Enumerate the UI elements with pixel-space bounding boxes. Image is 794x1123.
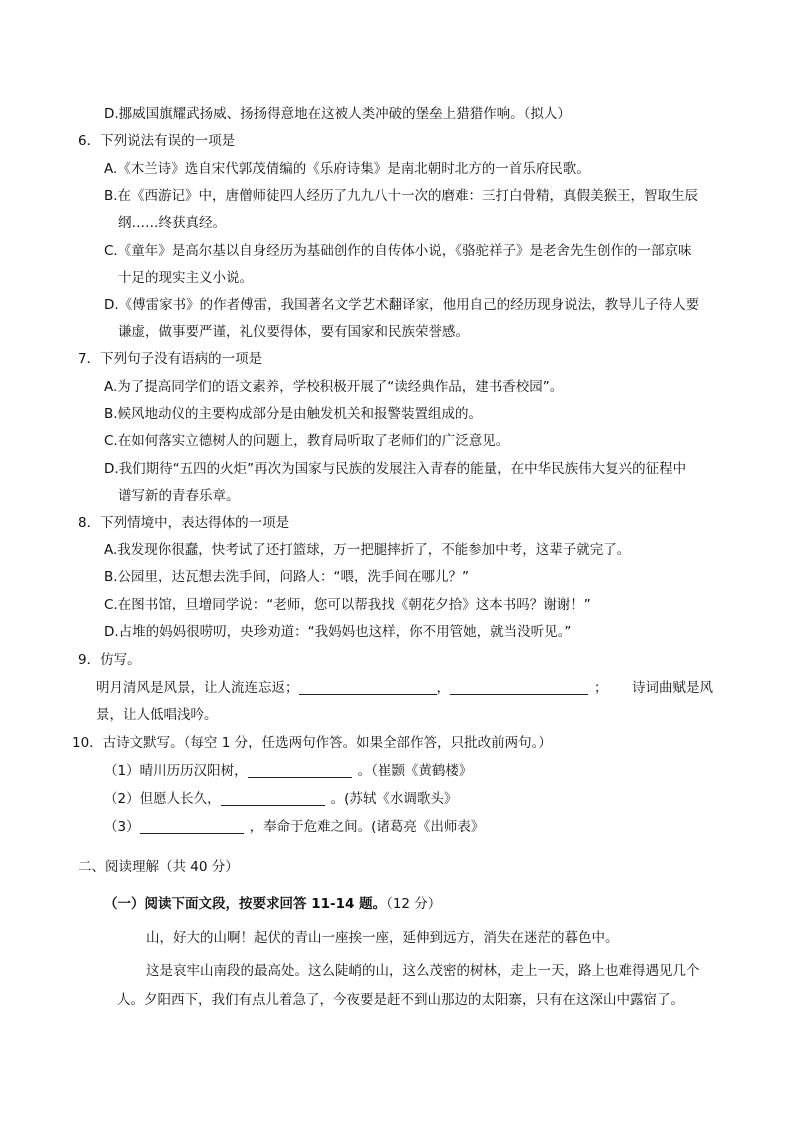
question-8-option-d: D.占堆的妈妈很唠叨，央珍劝道：“我妈妈也这样，你不用管她，就当没听见。” xyxy=(104,624,572,640)
question-6-stem: 6．下列说法有误的一项是 xyxy=(78,133,236,149)
poem-line: （1）晴川历历汉阳树， xyxy=(104,763,248,779)
question-7-option-d-cont: 谱写新的青春乐章。 xyxy=(118,488,240,504)
poem-line: （2）但愿人长久， xyxy=(104,791,221,807)
poem-source: 。（崔颢《黄鹤楼》 xyxy=(357,763,473,779)
question-6-option-d: D.《傅雷家书》的作者傅雷，我国著名文学艺术翻译家，他用自己的经历现身说法，教导儿子待人要 xyxy=(104,297,700,313)
answer-blank-9b[interactable] xyxy=(450,680,588,695)
question-8-stem: 8．下列情境中，表达得体的一项是 xyxy=(78,515,290,531)
passage-paragraph-2: 这是哀牢山南段的最高处。这么陡峭的山，这么茂密的树林，走上一天，路上也难得遇见几个 xyxy=(146,963,700,979)
answer-blank-10-1[interactable] xyxy=(248,763,352,778)
question-9-line-2: 景，让人低唱浅吟。 xyxy=(96,707,218,723)
question-9-comma: ， xyxy=(436,680,450,696)
question-6-option-a: A.《木兰诗》选自宋代郭茂倩编的《乐府诗集》是南北朝时北方的一首乐府民歌。 xyxy=(104,161,590,177)
passage-paragraph-1: 山，好大的山啊！起伏的青山一座挨一座，延伸到远方，消失在迷茫的暮色中。 xyxy=(146,930,619,946)
section-2-heading: 二、阅读理解（共 40 分） xyxy=(78,859,239,875)
question-9-semicolon: ； xyxy=(594,680,608,696)
question-6-option-b-cont: 纲……终获真经。 xyxy=(118,215,226,231)
answer-blank-9a[interactable] xyxy=(299,680,437,695)
question-8-option-a: A.我发现你很蠢，快考试了还打篮球，万一把腿摔折了，不能参加中考，这辈子就完了。 xyxy=(104,542,631,558)
question-7-option-c: C.在如何落实立德树人的问题上，教育局听取了老师们的广泛意见。 xyxy=(104,433,510,449)
question-8-option-c: C.在图书馆，旦增同学说：“老师，您可以帮我找《朝花夕拾》这本书吗？谢谢！” xyxy=(104,597,591,613)
question-10-stem: 10．古诗文默写。（每空 1 分，任选两句作答。如果全部作答，只批改前两句。） xyxy=(72,735,552,751)
question-7-option-a: A.为了提高同学们的语文素养，学校积极开展了“读经典作品，建书香校园”。 xyxy=(104,379,564,395)
question-9-prompt: 明月清风是风景，让人流连忘返； xyxy=(96,680,299,696)
question-7-stem: 7．下列句子没有语病的一项是 xyxy=(78,351,263,367)
question-7-option-b: B.候风地动仪的主要构成部分是由触发机关和报警装置组成的。 xyxy=(104,406,483,422)
answer-blank-10-2[interactable] xyxy=(221,791,325,806)
question-5-option-d: D.挪威国旗耀武扬威、扬扬得意地在这被人类冲破的堡垒上猎猎作响。（拟人） xyxy=(104,106,571,122)
subsection-1-title: （一）阅读下面文段，按要求回答 11-14 题。 xyxy=(104,896,387,912)
question-10-item-3 xyxy=(104,817,484,837)
item-number: （3） xyxy=(104,819,140,835)
answer-blank-10-3[interactable] xyxy=(140,819,244,834)
question-10-item-2 xyxy=(104,789,457,809)
poem-source: ，奉命于危难之间。(诸葛亮《出师表》 xyxy=(249,819,485,835)
subsection-1-score: （12 分） xyxy=(386,896,442,912)
question-7-option-d: D.我们期待“五四的火炬”再次为国家与民族的发展注入青春的能量，在中华民族伟大复兴的征程中 xyxy=(104,461,687,477)
passage-paragraph-2-cont: 人。夕阳西下，我们有点儿着急了，今夜要是赶不到山那边的太阳寨，只有在这深山中露宿了。 xyxy=(117,992,684,1008)
question-6-option-c: C.《童年》是高尔基以自身经历为基础创作的自传体小说，《骆驼祥子》是老舍先生创作的一部京味 xyxy=(104,243,692,259)
question-10-item-1 xyxy=(104,761,472,781)
question-9-stem: 9．仿写。 xyxy=(78,652,141,668)
question-9-line-1 xyxy=(96,678,608,698)
question-8-option-b: B.公园里，达瓦想去洗手间，问路人：“喂，洗手间在哪儿？” xyxy=(104,569,470,585)
question-9-prompt-2: 诗词曲赋是风 xyxy=(632,680,713,696)
question-6-option-d-cont: 谦虚，做事要严谨，礼仪要得体，要有国家和民族荣誉感。 xyxy=(118,324,469,340)
question-6-option-b: B.在《西游记》中，唐僧师徒四人经历了九九八十一次的磨难：三打白骨精，真假美猴王，智取生辰 xyxy=(104,188,699,204)
question-6-option-c-cont: 十足的现实主义小说。 xyxy=(118,270,253,286)
poem-source: 。(苏轼《水调歌头》 xyxy=(330,791,458,807)
subsection-1-heading xyxy=(104,894,441,914)
